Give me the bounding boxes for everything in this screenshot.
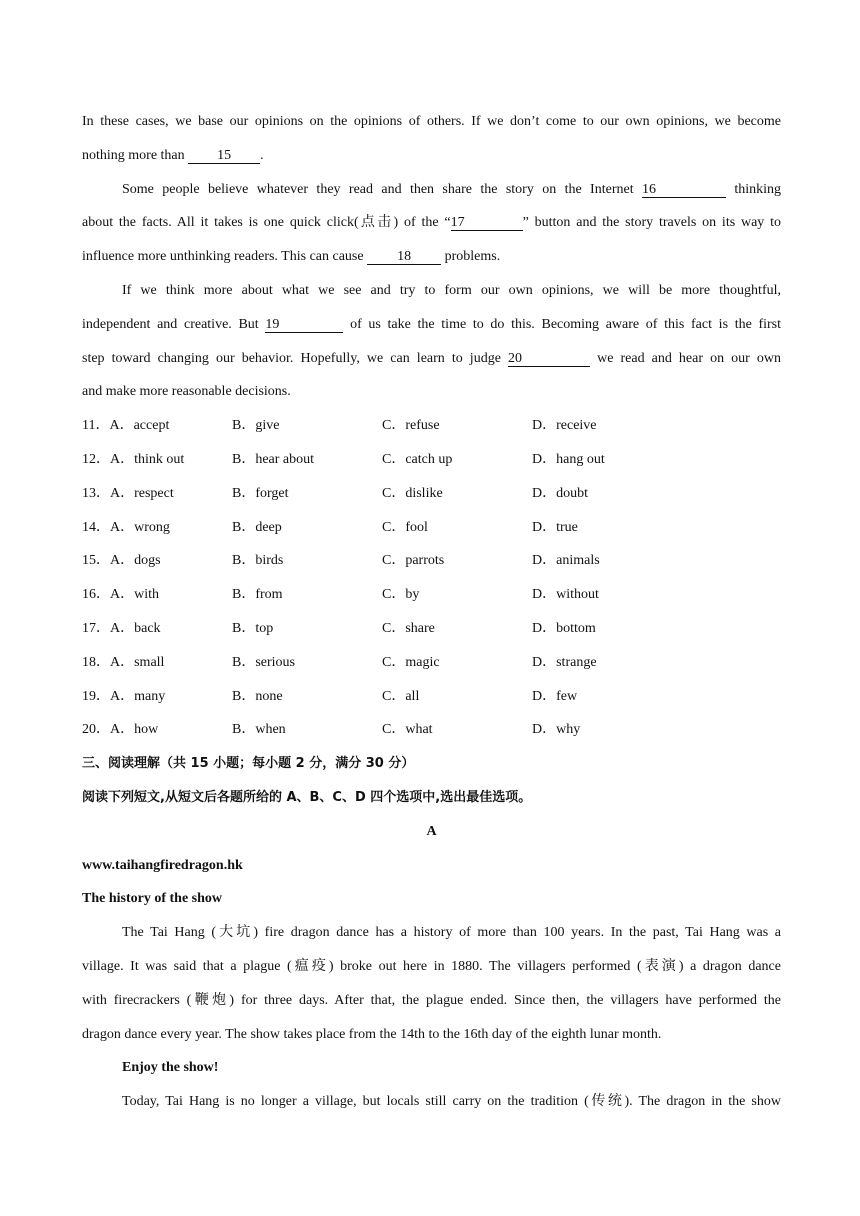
- question-number: 19．: [82, 688, 110, 704]
- option-a: A．many: [110, 688, 166, 704]
- passage-text: .: [260, 147, 264, 163]
- question-number: 20．: [82, 722, 110, 738]
- option-row: [82, 477, 781, 511]
- passage-line: The Tai Hang (大坑) fire dragon dance has a history of more than 100 years. In the past, Tai Hang was a: [122, 925, 781, 941]
- option-a: A．accept: [109, 418, 170, 434]
- passage-line: If we think more about what we see and try to form our own opinions, we will be more thoughtful,: [122, 282, 781, 298]
- question-number: 17．: [82, 620, 110, 636]
- blank-20: 20: [508, 351, 590, 367]
- passage-text: influence more unthinking readers. This can cause: [82, 249, 364, 265]
- option-row: [82, 578, 781, 612]
- option-d: D．why: [532, 722, 581, 738]
- passage-line: Today, Tai Hang is no longer a village, but locals still carry on the tradition (传统). The dragon in the show: [122, 1094, 781, 1110]
- option-a: A．how: [110, 722, 159, 738]
- option-b: B．forget: [232, 485, 289, 501]
- passage-line: dragon dance every year. The show takes place from the 14th to the 16th day of the eighth lunar month.: [82, 1026, 662, 1042]
- option-d: D．hang out: [532, 451, 605, 467]
- document-page: [82, 105, 781, 1119]
- question-number: 18．: [82, 654, 110, 670]
- passage-line: In these cases, we base our opinions on the opinions of others. If we don’t come to our own opinions, we become: [82, 114, 781, 129]
- option-c: C．dislike: [382, 485, 443, 501]
- option-c: C．magic: [382, 654, 440, 670]
- option-cell: [82, 477, 174, 511]
- option-a: A．wrong: [110, 519, 170, 535]
- question-number: 12．: [82, 451, 110, 467]
- option-cell: [82, 511, 170, 545]
- subheading-history: The history of the show: [82, 891, 223, 907]
- option-cell: [82, 409, 169, 443]
- question-number: 14．: [82, 519, 110, 535]
- option-cell: [82, 713, 158, 747]
- option-b: B．none: [232, 688, 283, 704]
- option-b: B．when: [232, 722, 286, 738]
- question-number: 16．: [82, 587, 110, 603]
- passage-text: problems.: [444, 249, 501, 265]
- question-number: 11．: [82, 418, 110, 434]
- passage-text: independent and creative. But: [82, 316, 259, 332]
- option-cell: [82, 680, 165, 714]
- option-a: A．think out: [110, 451, 185, 467]
- passage-text: thinking: [734, 181, 782, 197]
- option-d: D．few: [532, 688, 578, 704]
- option-c: C．refuse: [382, 418, 440, 434]
- option-cell: [82, 578, 159, 612]
- blank-19: 19: [265, 317, 343, 333]
- option-a: A．with: [110, 587, 159, 603]
- option-b: B．hear about: [232, 451, 315, 467]
- option-c: C．share: [382, 620, 435, 636]
- passage-text: ” button and the story travels on its way to: [522, 215, 781, 231]
- passage-text: about the facts. All it takes is one quick click(点击) of the “: [82, 215, 451, 231]
- option-cell: [82, 544, 161, 578]
- passage-text: Some people believe whatever they read and then share the story on the Internet: [122, 181, 634, 197]
- section-instruction: 阅读下列短文,从短文后各题所给的 A、B、C、D 四个选项中,选出最佳选项。: [82, 789, 532, 805]
- question-number: 15．: [82, 553, 110, 569]
- option-b: B．deep: [232, 519, 282, 535]
- option-row: [82, 409, 781, 443]
- option-b: B．birds: [232, 553, 284, 569]
- question-number: 13．: [82, 485, 110, 501]
- option-c: C．all: [382, 688, 420, 704]
- option-row: [82, 443, 781, 477]
- passage-text: of us take the time to do this. Becoming aware of this fact is the first: [350, 316, 782, 332]
- website-url: www.taihangfiredragon.hk: [82, 857, 243, 873]
- option-b: B．give: [232, 418, 280, 434]
- option-d: D．animals: [532, 553, 600, 569]
- option-a: A．dogs: [110, 553, 161, 569]
- blank-16: 16: [642, 182, 726, 198]
- passage-line: with firecrackers (鞭炮) for three days. After that, the plague ended. Since then, the villagers have performed the: [82, 992, 781, 1008]
- passage-line: and make more reasonable decisions.: [82, 384, 291, 400]
- blank-15: 15: [188, 148, 260, 164]
- option-b: B．from: [232, 587, 283, 603]
- passage-line: [82, 308, 781, 342]
- passage-line: [82, 240, 781, 274]
- option-row: [82, 713, 781, 747]
- option-row: [82, 511, 781, 545]
- option-cell: [82, 612, 161, 646]
- options-list: [82, 409, 781, 747]
- passage-text: nothing more than: [82, 147, 185, 163]
- option-row: [82, 544, 781, 578]
- option-row: [82, 646, 781, 680]
- passage-text: we read and hear on our own: [597, 350, 782, 366]
- blank-18: 18: [367, 249, 441, 265]
- blank-17: 17: [451, 215, 523, 231]
- passage-line: [82, 173, 781, 207]
- option-a: A．small: [110, 654, 165, 670]
- option-a: A．back: [110, 620, 161, 636]
- option-d: D．strange: [532, 654, 597, 670]
- option-c: C．by: [382, 587, 420, 603]
- subheading-enjoy: Enjoy the show!: [122, 1060, 219, 1076]
- option-c: C．what: [382, 722, 433, 738]
- passage-line: [82, 206, 781, 240]
- option-d: D．doubt: [532, 485, 588, 501]
- option-c: C．fool: [382, 519, 428, 535]
- option-cell: [82, 646, 164, 680]
- option-d: D．bottom: [532, 620, 596, 636]
- passage-text: step toward changing our behavior. Hopefully, we can learn to judge: [82, 350, 501, 366]
- option-d: D．true: [532, 519, 578, 535]
- passage-line: [82, 342, 781, 376]
- option-d: D．receive: [532, 418, 597, 434]
- option-a: A．respect: [110, 485, 174, 501]
- option-c: C．catch up: [382, 451, 453, 467]
- passage-line: village. It was said that a plague (瘟疫) broke out here in 1880. The villagers performed (表演) a dragon dance: [82, 958, 781, 974]
- passage-letter: A: [426, 823, 437, 839]
- option-cell: [82, 443, 184, 477]
- option-c: C．parrots: [382, 553, 445, 569]
- passage-line: [82, 139, 781, 173]
- option-b: B．top: [232, 620, 274, 636]
- option-b: B．serious: [232, 654, 295, 670]
- option-d: D．without: [532, 587, 599, 603]
- option-row: [82, 612, 781, 646]
- option-row: [82, 680, 781, 714]
- section-heading: 三、阅读理解（共 15 小题；每小题 2 分，满分 30 分）: [82, 756, 415, 772]
